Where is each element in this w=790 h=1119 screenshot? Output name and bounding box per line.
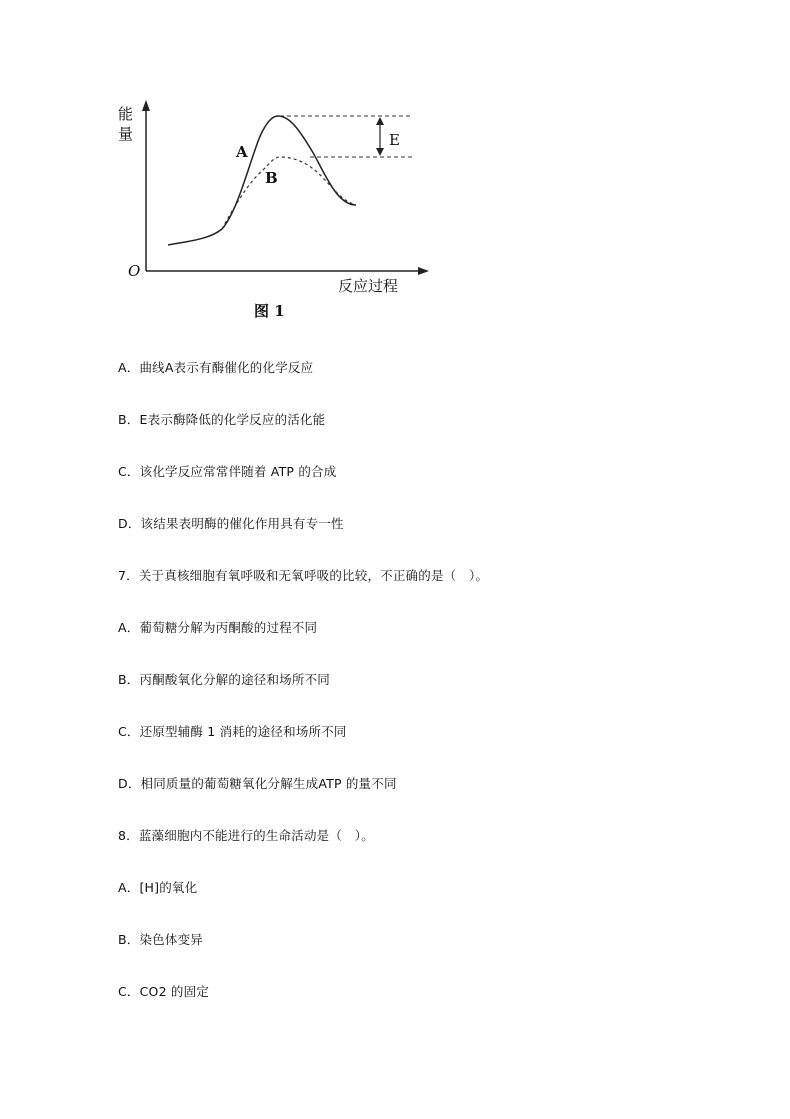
option-6a: A．曲线A表示有酶催化的化学反应 — [118, 360, 314, 375]
energy-arrow-top-head — [376, 117, 384, 125]
option-8c: C．CO2 的固定 — [118, 984, 210, 999]
curve-a-label: A — [236, 143, 248, 161]
x-axis-arrow — [418, 267, 429, 275]
option-6d: D．该结果表明酶的催化作用具有专一性 — [118, 516, 344, 531]
y-axis-label-line1: 能 — [118, 105, 134, 123]
option-7b: B．丙酮酸氧化分解的途径和场所不同 — [118, 672, 330, 687]
option-8b: B．染色体变异 — [118, 932, 203, 947]
origin-label: O — [128, 262, 141, 280]
option-7c: C．还原型辅酶 1 消耗的途径和场所不同 — [118, 724, 347, 739]
option-7d: D．相同质量的葡萄糖氧化分解生成ATP 的量不同 — [118, 776, 397, 791]
option-7a: A．葡萄糖分解为丙酮酸的过程不同 — [118, 620, 318, 635]
energy-arrow-bottom-head — [376, 148, 384, 156]
curve-a — [168, 116, 356, 245]
option-6b: B．E表示酶降低的化学反应的活化能 — [118, 412, 326, 427]
option-6c: C．该化学反应常常伴随着 ATP 的合成 — [118, 464, 337, 479]
y-axis-label-line2: 量 — [118, 125, 134, 143]
energy-label: E — [389, 131, 400, 149]
figure-caption: 图 1 — [254, 302, 285, 320]
x-axis-label: 反应过程 — [338, 277, 399, 295]
curve-b-label: B — [265, 169, 278, 187]
question-8: 8．蓝藻细胞内不能进行的生命活动是（ ）。 — [118, 828, 374, 843]
question-7: 7．关于真核细胞有氧呼吸和无氧呼吸的比较，不正确的是（ ）。 — [118, 568, 489, 583]
energy-reaction-figure — [110, 95, 440, 335]
y-axis-arrow — [142, 100, 150, 111]
option-8a: A．[H]的氧化 — [118, 880, 198, 895]
